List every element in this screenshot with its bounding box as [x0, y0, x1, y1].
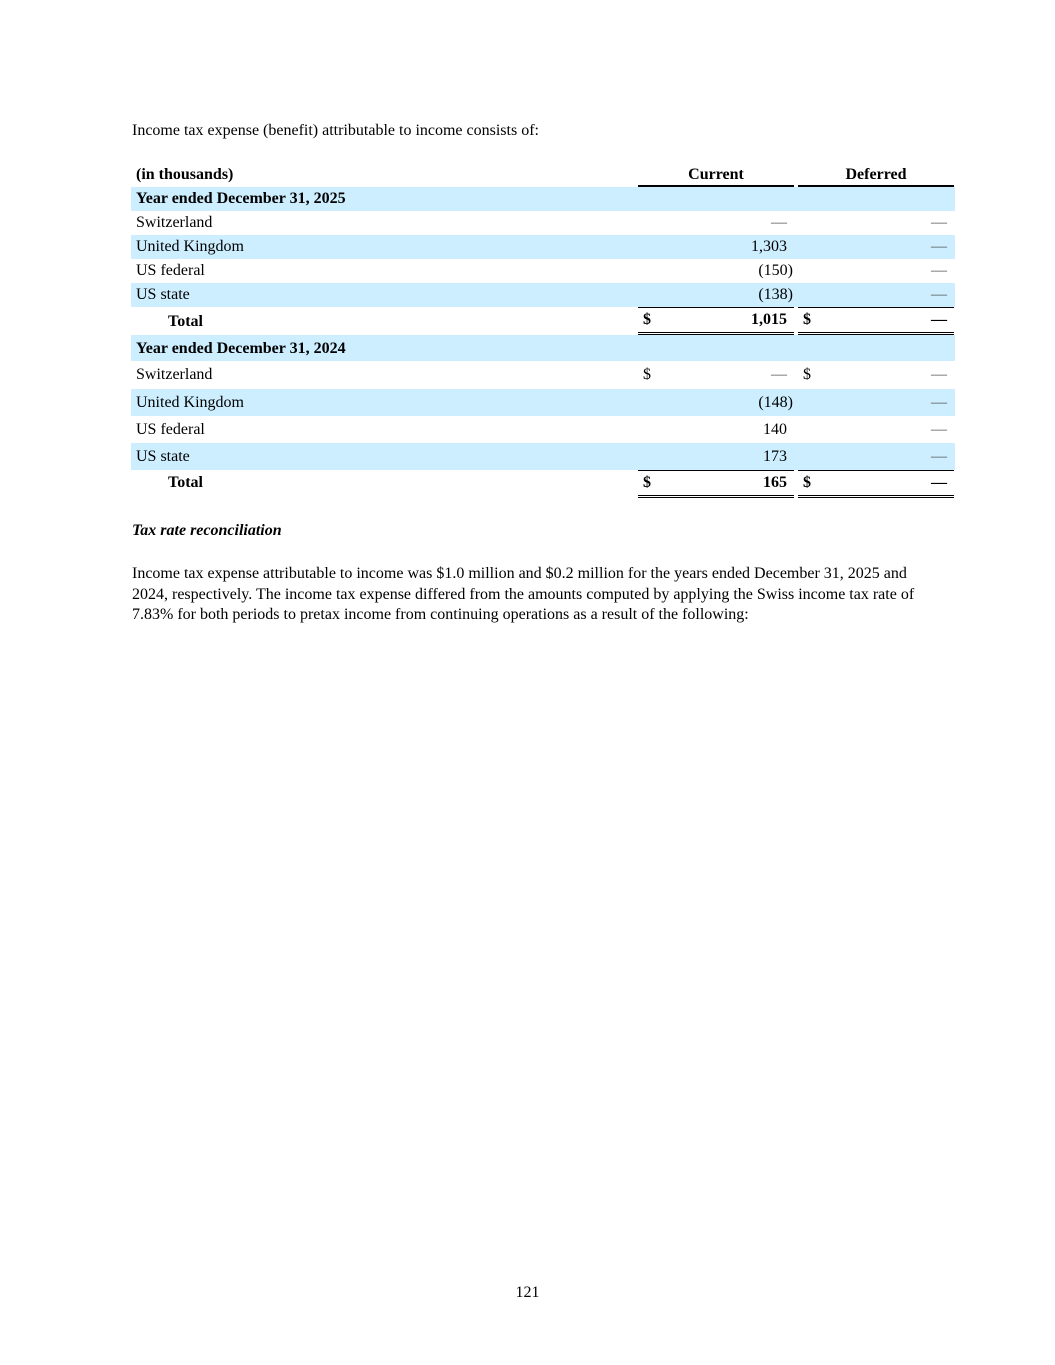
row-label: US federal — [136, 421, 205, 438]
section-header-2025 — [131, 187, 955, 211]
current-total: 165 — [763, 474, 787, 491]
currency-symbol: $ — [803, 366, 811, 383]
page-number: 121 — [515, 1284, 540, 1301]
deferred-value: — — [931, 214, 947, 231]
table-row — [131, 416, 955, 443]
deferred-value: — — [931, 262, 947, 279]
section-title: Year ended December 31, 2025 — [136, 190, 346, 207]
row-label: Switzerland — [136, 366, 213, 383]
section-heading: Tax rate reconciliation — [132, 522, 282, 539]
total-row-2024 — [131, 470, 955, 498]
deferred-value: — — [931, 366, 947, 383]
row-label: US state — [136, 448, 190, 465]
row-label: US state — [136, 286, 190, 303]
current-value: — — [771, 366, 787, 383]
section-title: Year ended December 31, 2024 — [136, 340, 346, 357]
currency-symbol: $ — [643, 474, 651, 491]
table-row — [131, 389, 955, 416]
income-tax-table — [131, 163, 955, 498]
deferred-value: — — [931, 238, 947, 255]
row-label: United Kingdom — [136, 394, 244, 411]
row-label: Switzerland — [136, 214, 213, 231]
column-header-current: Current — [638, 163, 794, 187]
deferred-total: — — [931, 311, 947, 328]
deferred-value: — — [931, 286, 947, 303]
total-label: Total — [168, 474, 203, 491]
row-label: US federal — [136, 262, 205, 279]
current-value: — — [771, 214, 787, 231]
table-row — [131, 361, 955, 389]
total-label: Total — [168, 313, 203, 330]
table-row — [131, 283, 955, 307]
total-row-2025 — [131, 307, 955, 335]
deferred-value: — — [931, 448, 947, 465]
currency-symbol: $ — [803, 311, 811, 328]
table-row — [131, 443, 955, 470]
currency-symbol: $ — [643, 311, 651, 328]
column-header-deferred: Deferred — [798, 163, 954, 187]
current-value: 173 — [763, 448, 787, 465]
deferred-total: — — [931, 474, 947, 491]
current-value: (138) — [758, 286, 793, 303]
section-header-2024 — [131, 335, 955, 361]
current-value: (150) — [758, 262, 793, 279]
row-label: United Kingdom — [136, 238, 244, 255]
deferred-value: — — [931, 421, 947, 438]
currency-symbol: $ — [803, 474, 811, 491]
table-row — [131, 235, 955, 259]
current-total: 1,015 — [751, 311, 787, 328]
current-value: 140 — [763, 421, 787, 438]
deferred-value: — — [931, 394, 947, 411]
table-row — [131, 211, 955, 235]
current-value: (148) — [758, 394, 793, 411]
current-value: 1,303 — [751, 238, 787, 255]
body-paragraph: Income tax expense attributable to income was $1.0 million and $0.2 million for the years ended December 31, 2025 and 2024, respectively. The income tax expense differed from the amounts computed by applying the Swiss income tax rate of 7.83% for both periods to pretax income from continuing operations as a result of the following: — [132, 565, 915, 623]
table-header-row — [131, 163, 955, 187]
table-row — [131, 259, 955, 283]
unit-label: (in thousands) — [136, 166, 234, 183]
currency-symbol: $ — [643, 366, 651, 383]
intro-text: Income tax expense (benefit) attributable to income consists of: — [132, 122, 539, 139]
